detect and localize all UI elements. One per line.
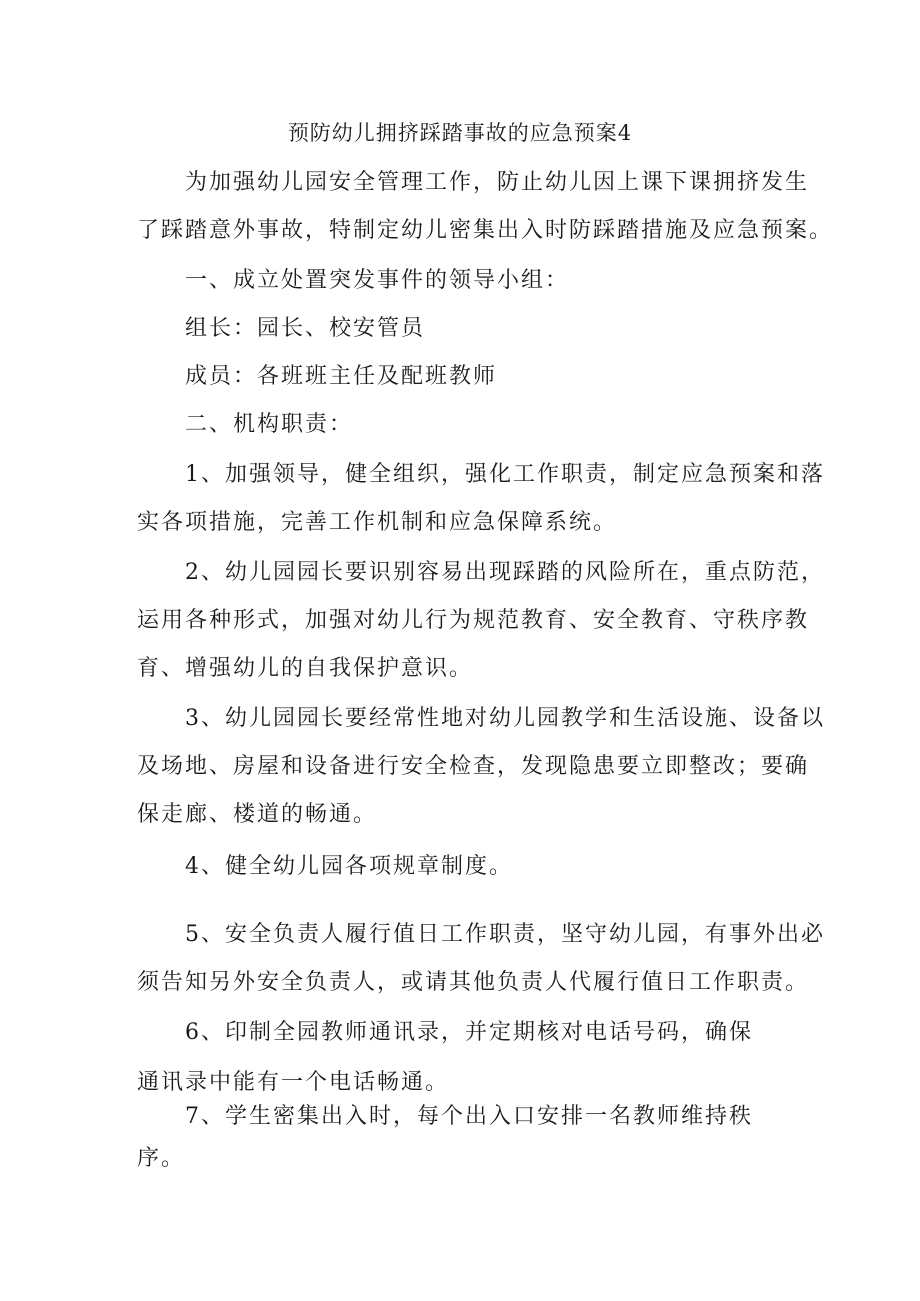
paragraph-line: 成员：各班班主任及配班教师 xyxy=(185,364,498,389)
paragraph-line: 组长：园长、校安管员 xyxy=(185,316,426,341)
paragraph-line: 2、幼儿园园长要识别容易出现踩踏的风险所在，重点防范， xyxy=(185,560,825,585)
paragraph-line: 实各项措施，完善工作机制和应急保障系统。 xyxy=(137,510,618,535)
paragraph-line: 6、印制全园教师通讯录，并定期核对电话号码，确保 xyxy=(185,1020,753,1045)
paragraph-line: 1、加强领导，健全组织，强化工作职责，制定应急预案和落 xyxy=(185,462,825,487)
paragraph-line: 3、幼儿园园长要经常性地对幼儿园教学和生活设施、设备以 xyxy=(185,706,825,731)
document-title: 预防幼儿拥挤踩踏事故的应急预案4 xyxy=(287,121,633,145)
paragraph-line: 须告知另外安全负责人，或请其他负责人代履行值日工作职责。 xyxy=(137,970,810,995)
paragraph-line: 了踩踏意外事故，特制定幼儿密集出入时防踩踏措施及应急预案。 xyxy=(137,218,834,243)
paragraph-line: 7、学生密集出入时，每个出入口安排一名教师维持秩 xyxy=(185,1104,753,1129)
section-heading: 一、成立处置突发事件的领导小组： xyxy=(185,268,570,293)
paragraph-line: 为加强幼儿园安全管理工作，防止幼儿因上课下课拥挤发生 xyxy=(185,170,810,195)
paragraph-line: 5、安全负责人履行值日工作职责，坚守幼儿园，有事外出必 xyxy=(185,922,825,947)
paragraph-line: 及场地、房屋和设备进行安全检查，发现隐患要立即整改；要确 xyxy=(137,754,810,779)
paragraph-line: 通讯录中能有一个电话畅通。 xyxy=(137,1070,450,1095)
section-heading: 二、机构职责： xyxy=(185,412,354,437)
paragraph-line: 保走廊、楼道的畅通。 xyxy=(137,802,378,827)
paragraph-line: 育、增强幼儿的自我保护意识。 xyxy=(137,656,474,681)
paragraph-line: 序。 xyxy=(137,1146,186,1171)
paragraph-line: 4、健全幼儿园各项规章制度。 xyxy=(185,854,513,879)
paragraph-line: 运用各种形式，加强对幼儿行为规范教育、安全教育、守秩序教 xyxy=(137,608,810,633)
